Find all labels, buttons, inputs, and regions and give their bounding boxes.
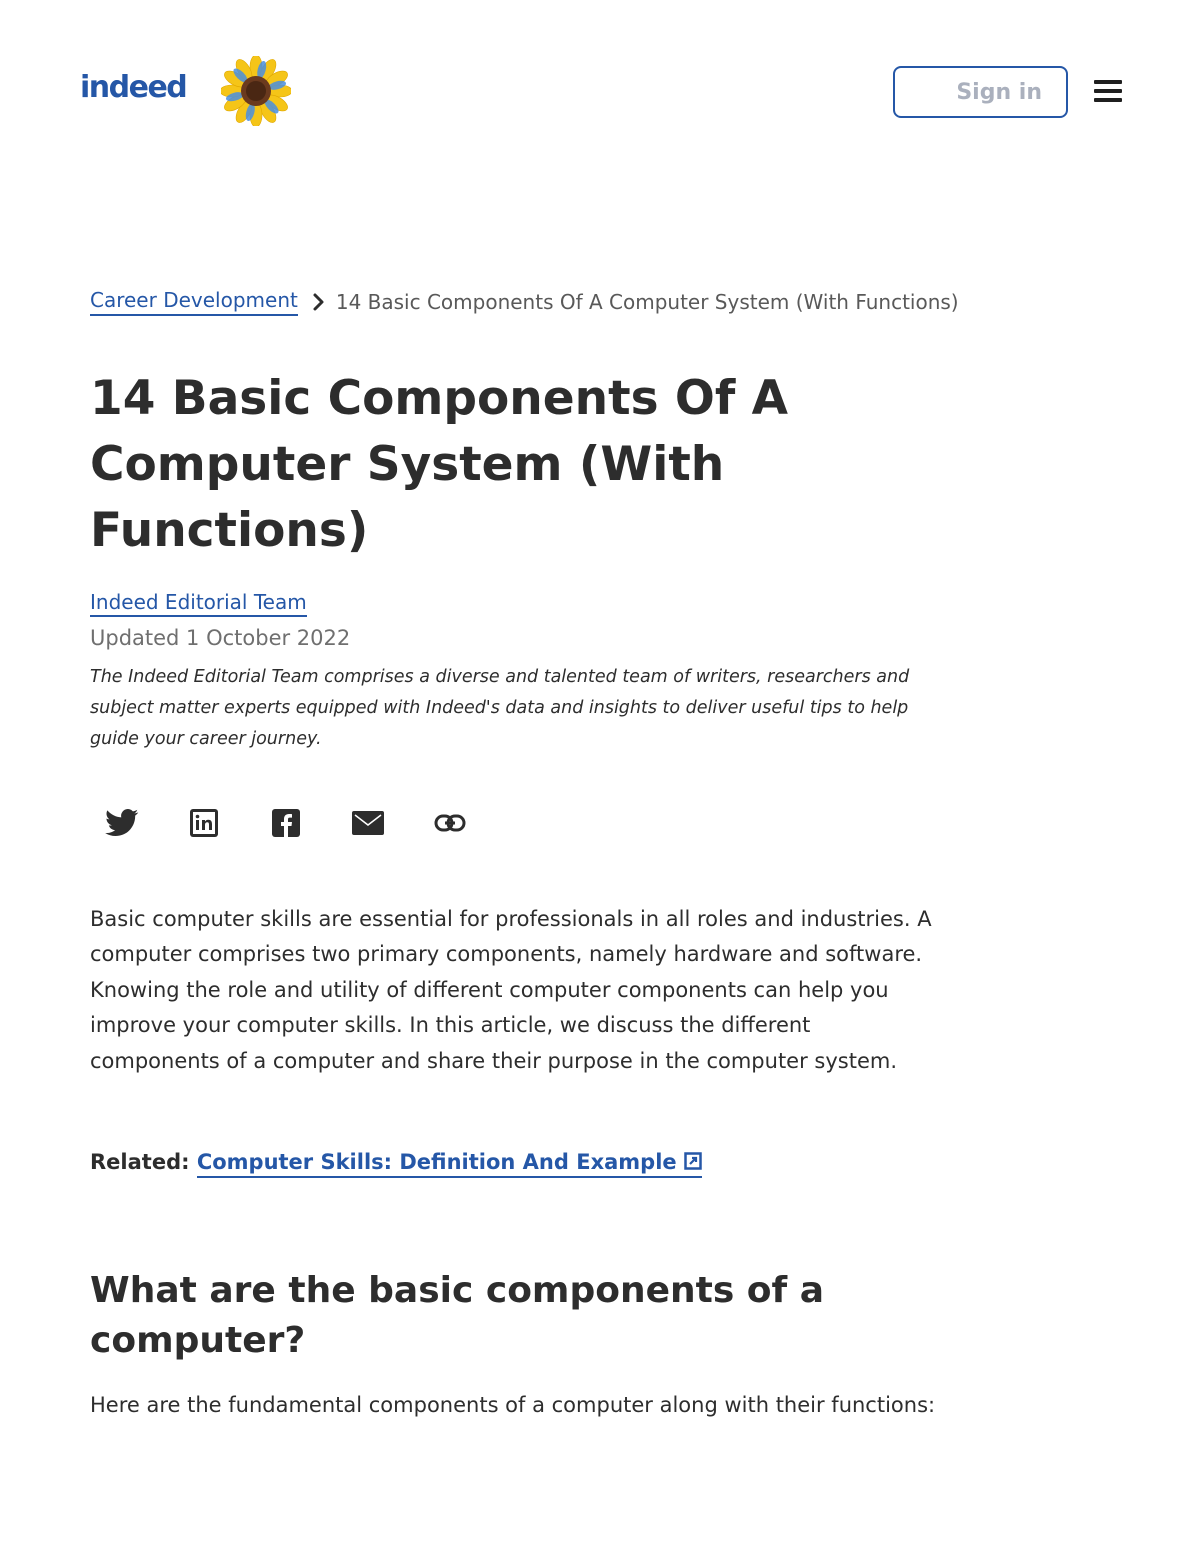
link-icon[interactable] [432, 806, 468, 840]
breadcrumb-current: 14 Basic Components Of A Computer System (With Functions) [335, 290, 959, 314]
breadcrumb [90, 288, 959, 316]
related-article-link[interactable] [197, 1150, 702, 1178]
indeed-logo[interactable]: indeed [80, 70, 187, 105]
author-bio: The Indeed Editorial Team comprises a diverse and talented team of writers, researchers and subject matter experts equipped with Indeed's data and insights to deliver useful tips to help guide your career journey. [90, 667, 910, 749]
sunflower-icon [221, 56, 291, 126]
chevron-right-icon [312, 292, 326, 312]
page-title: 14 Basic Components Of A Computer System (With Functions) [90, 371, 789, 558]
section-heading: What are the basic components of a computer? [90, 1270, 825, 1361]
related-label: Related: [90, 1150, 190, 1174]
email-icon[interactable] [350, 806, 386, 840]
related-line [90, 1150, 702, 1174]
twitter-icon[interactable] [104, 806, 140, 840]
related-link-text: Computer Skills: Definition And Example [196, 1150, 677, 1174]
section-lead: Here are the fundamental components of a computer along with their functions: [90, 1393, 936, 1417]
author-link[interactable]: Indeed Editorial Team [90, 590, 307, 617]
linkedin-icon[interactable] [186, 806, 222, 840]
external-link-icon [684, 1152, 702, 1170]
facebook-icon[interactable] [268, 806, 304, 840]
sign-in-button[interactable]: Sign in [893, 66, 1068, 118]
hamburger-menu-icon[interactable] [1094, 80, 1122, 104]
breadcrumb-career-development-link[interactable]: Career Development [90, 288, 298, 316]
updated-date: Updated 1 October 2022 [90, 626, 351, 650]
intro-paragraph: Basic computer skills are essential for professionals in all roles and industries. A computer comprises two primary components, namely hardware and software. Knowing the role and utility of different computer components can help you improve your computer skills. In this article, we discuss the different components of a computer and share their purpose in the computer system. [90, 907, 932, 1073]
share-bar [104, 806, 514, 840]
